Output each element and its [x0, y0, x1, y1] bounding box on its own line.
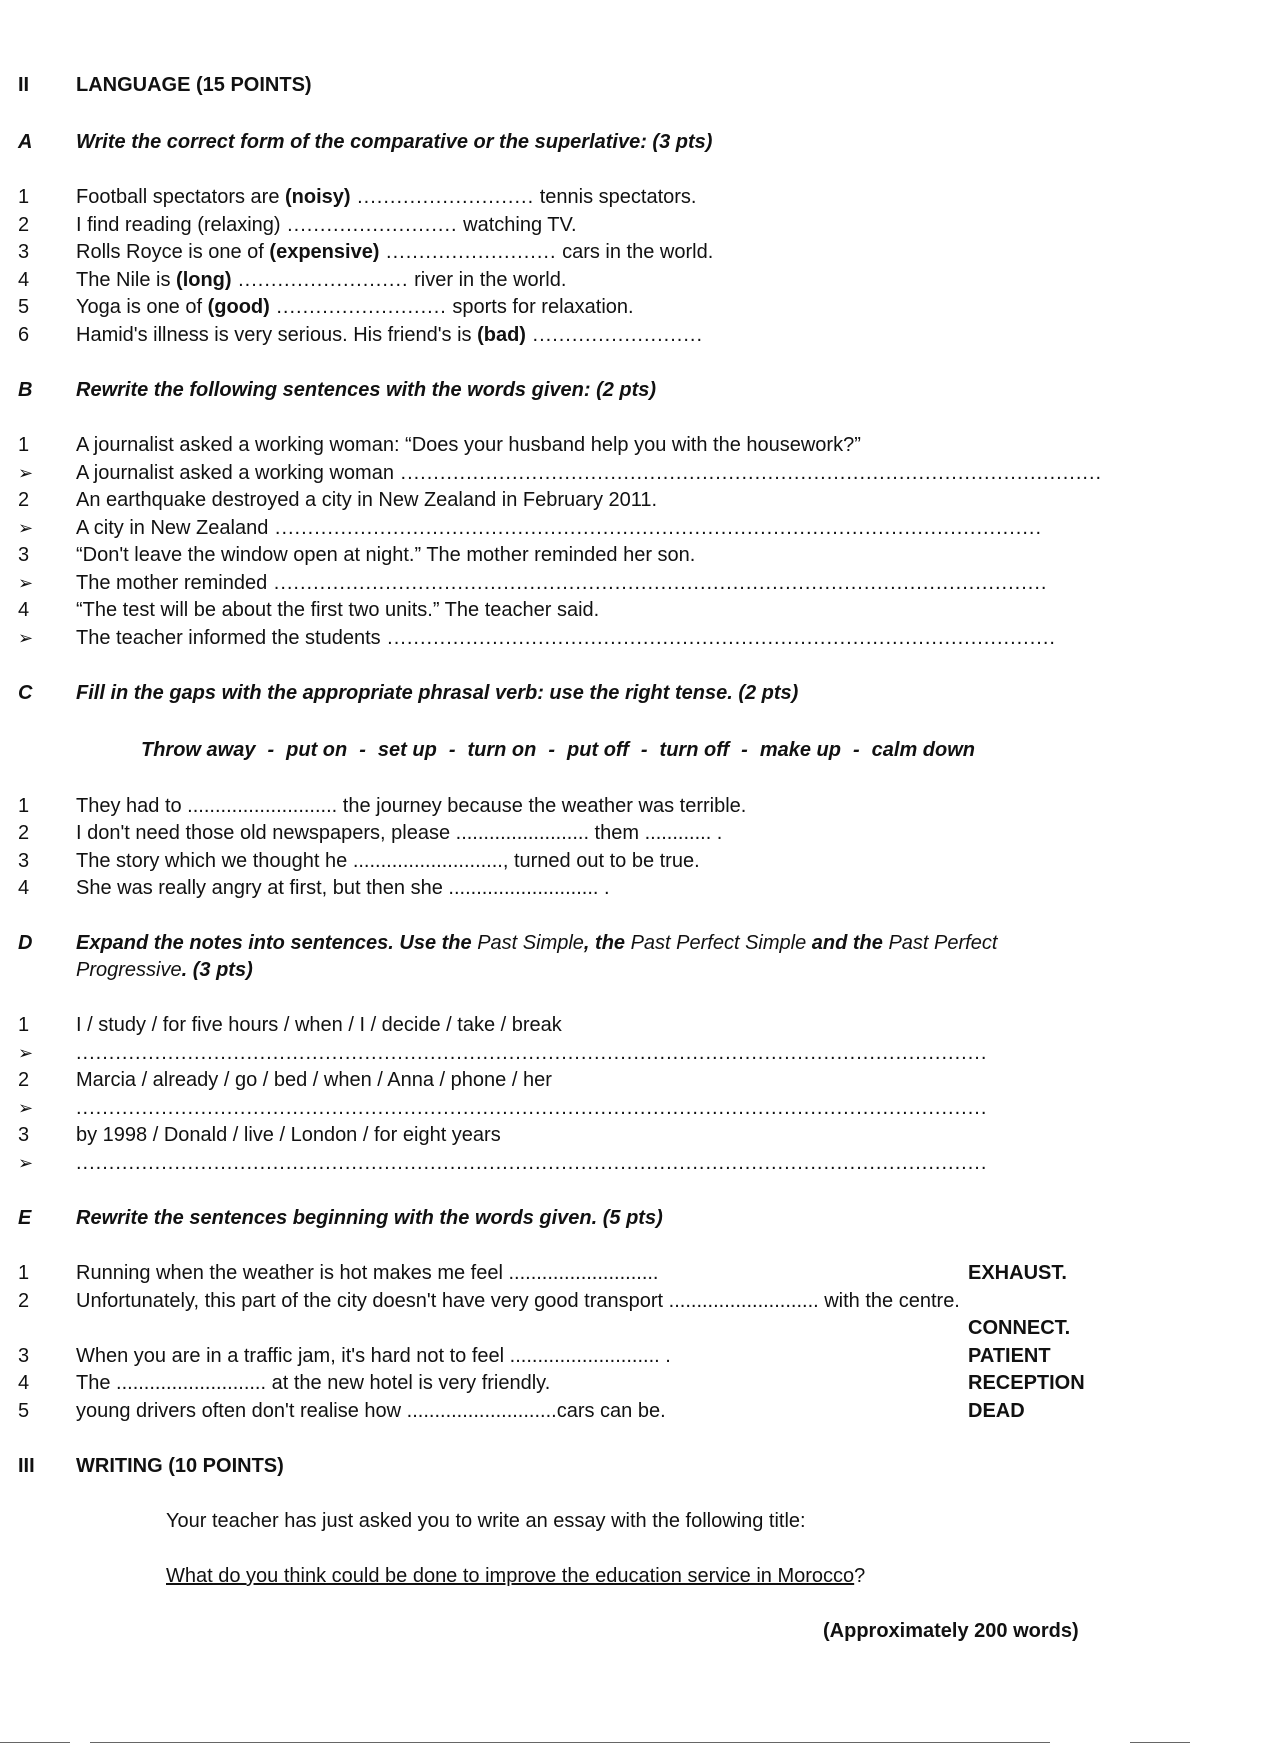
word-given: DEAD [968, 1400, 1025, 1422]
arrow-icon: ➢ [18, 1043, 34, 1063]
exam-page: II LANGUAGE (15 POINTS) A Write the correct form of the comparative or the superlative: (3 pts) 1 Football spectators are (noisy) ........................... tennis spectators. 2 I find reading (relaxing) .......................... watching TV. 3 Rolls Royce is one of (expensive) .......................... cars in the world. 4 The Nile is (long) .......................... river in the world. 5 Yoga is one of (good) .......................... sports for relaxation. 6 Hamid's illness is very serious. His friend's is (bad) .......................... B Rewrite the following sentences with the words given: (2 pts) 1 A journalist asked a working woman: “Does your husband help you with the housework?” ➢ A journalist asked a working woman ........................................................................................................... 2 An earthquake destroyed a city in New Zealand in February 2011. ➢ A city in New Zealand ..................................................................................................................... 3 “Don't leave the window open at night.” The mother reminded her son. ➢ The mother reminded ...................................................................................................................... 4 “The test will be about the first two units.” The teacher said. ➢ The teacher informed the students ...................................................................................................... C Fill in the gaps with the appropriate phrasal verb: use the right tense. (2 pts) Throw away - put on - set up - turn on - put off - turn off - make up - calm down 1 They had to ........................... the journey because the weather was terrible. 2 I don't need those old newspapers, please ........................ them ............ . 3 The story which we thought he ..........................., turned out to be true. 4 She was really angry at first, but then she ........................... . D Expand the notes into sentences. Use the Past Simple, the Past Perfect Simple and the Past Perfect Progressive. (3 pts) 1 I / study / for five hours / when / I / decide / take / break ➢ ........................................................................................................................................... 2 Marcia / already / go / bed / when / Anna / phone / her ➢ ........................................................................................................................................... 3 by 1998 / Donald / live / London / for eight years ➢ ........................................................................................................................................... E Rewrite the sentences beginning with the words given. (5 pts) 1 Running when the weather is hot makes me feel ........................... EXHAUST. 2 Unfortunately, this part of the city doesn't have very good transport ........................... with the centre. CONNECT. 3 When you are in a traffic jam, it's hard not to feel ........................... . PATIENT 4 The ........................... at the new hotel is very friendly. RECEPTION 5 young drivers often don't realise how ...........................cars can be. DEAD III WRITING (10 POINTS) Your teacher has just asked you to write an essay with the following title: What do you think could be done to improve the education service in Morocco? (Approximately 200 words) [0, 0, 1276, 1757]
arrow-icon: ➢ [18, 463, 34, 483]
word-given: CONNECT. [968, 1317, 1071, 1339]
section-title: LANGUAGE (15 POINTS) [76, 74, 312, 96]
section-number: II [18, 74, 30, 96]
part-instruction: Write the correct form of the comparative or the superlative: (3 pts) [76, 131, 713, 153]
arrow-icon: ➢ [18, 518, 34, 538]
footer-rule [0, 1742, 70, 1743]
word-given: EXHAUST. [968, 1262, 1067, 1284]
arrow-icon: ➢ [18, 628, 34, 648]
phrasal-verb-list: Throw away - put on - set up - turn on - put off - turn off - make up - calm down [141, 739, 976, 761]
word-given: RECEPTION [968, 1372, 1085, 1394]
arrow-icon: ➢ [18, 573, 34, 593]
word-given: PATIENT [968, 1345, 1051, 1367]
footer-rule [1130, 1742, 1190, 1743]
arrow-icon: ➢ [18, 1098, 34, 1118]
part-letter: A [18, 131, 33, 153]
arrow-icon: ➢ [18, 1153, 34, 1173]
footer-rule [90, 1742, 1050, 1743]
